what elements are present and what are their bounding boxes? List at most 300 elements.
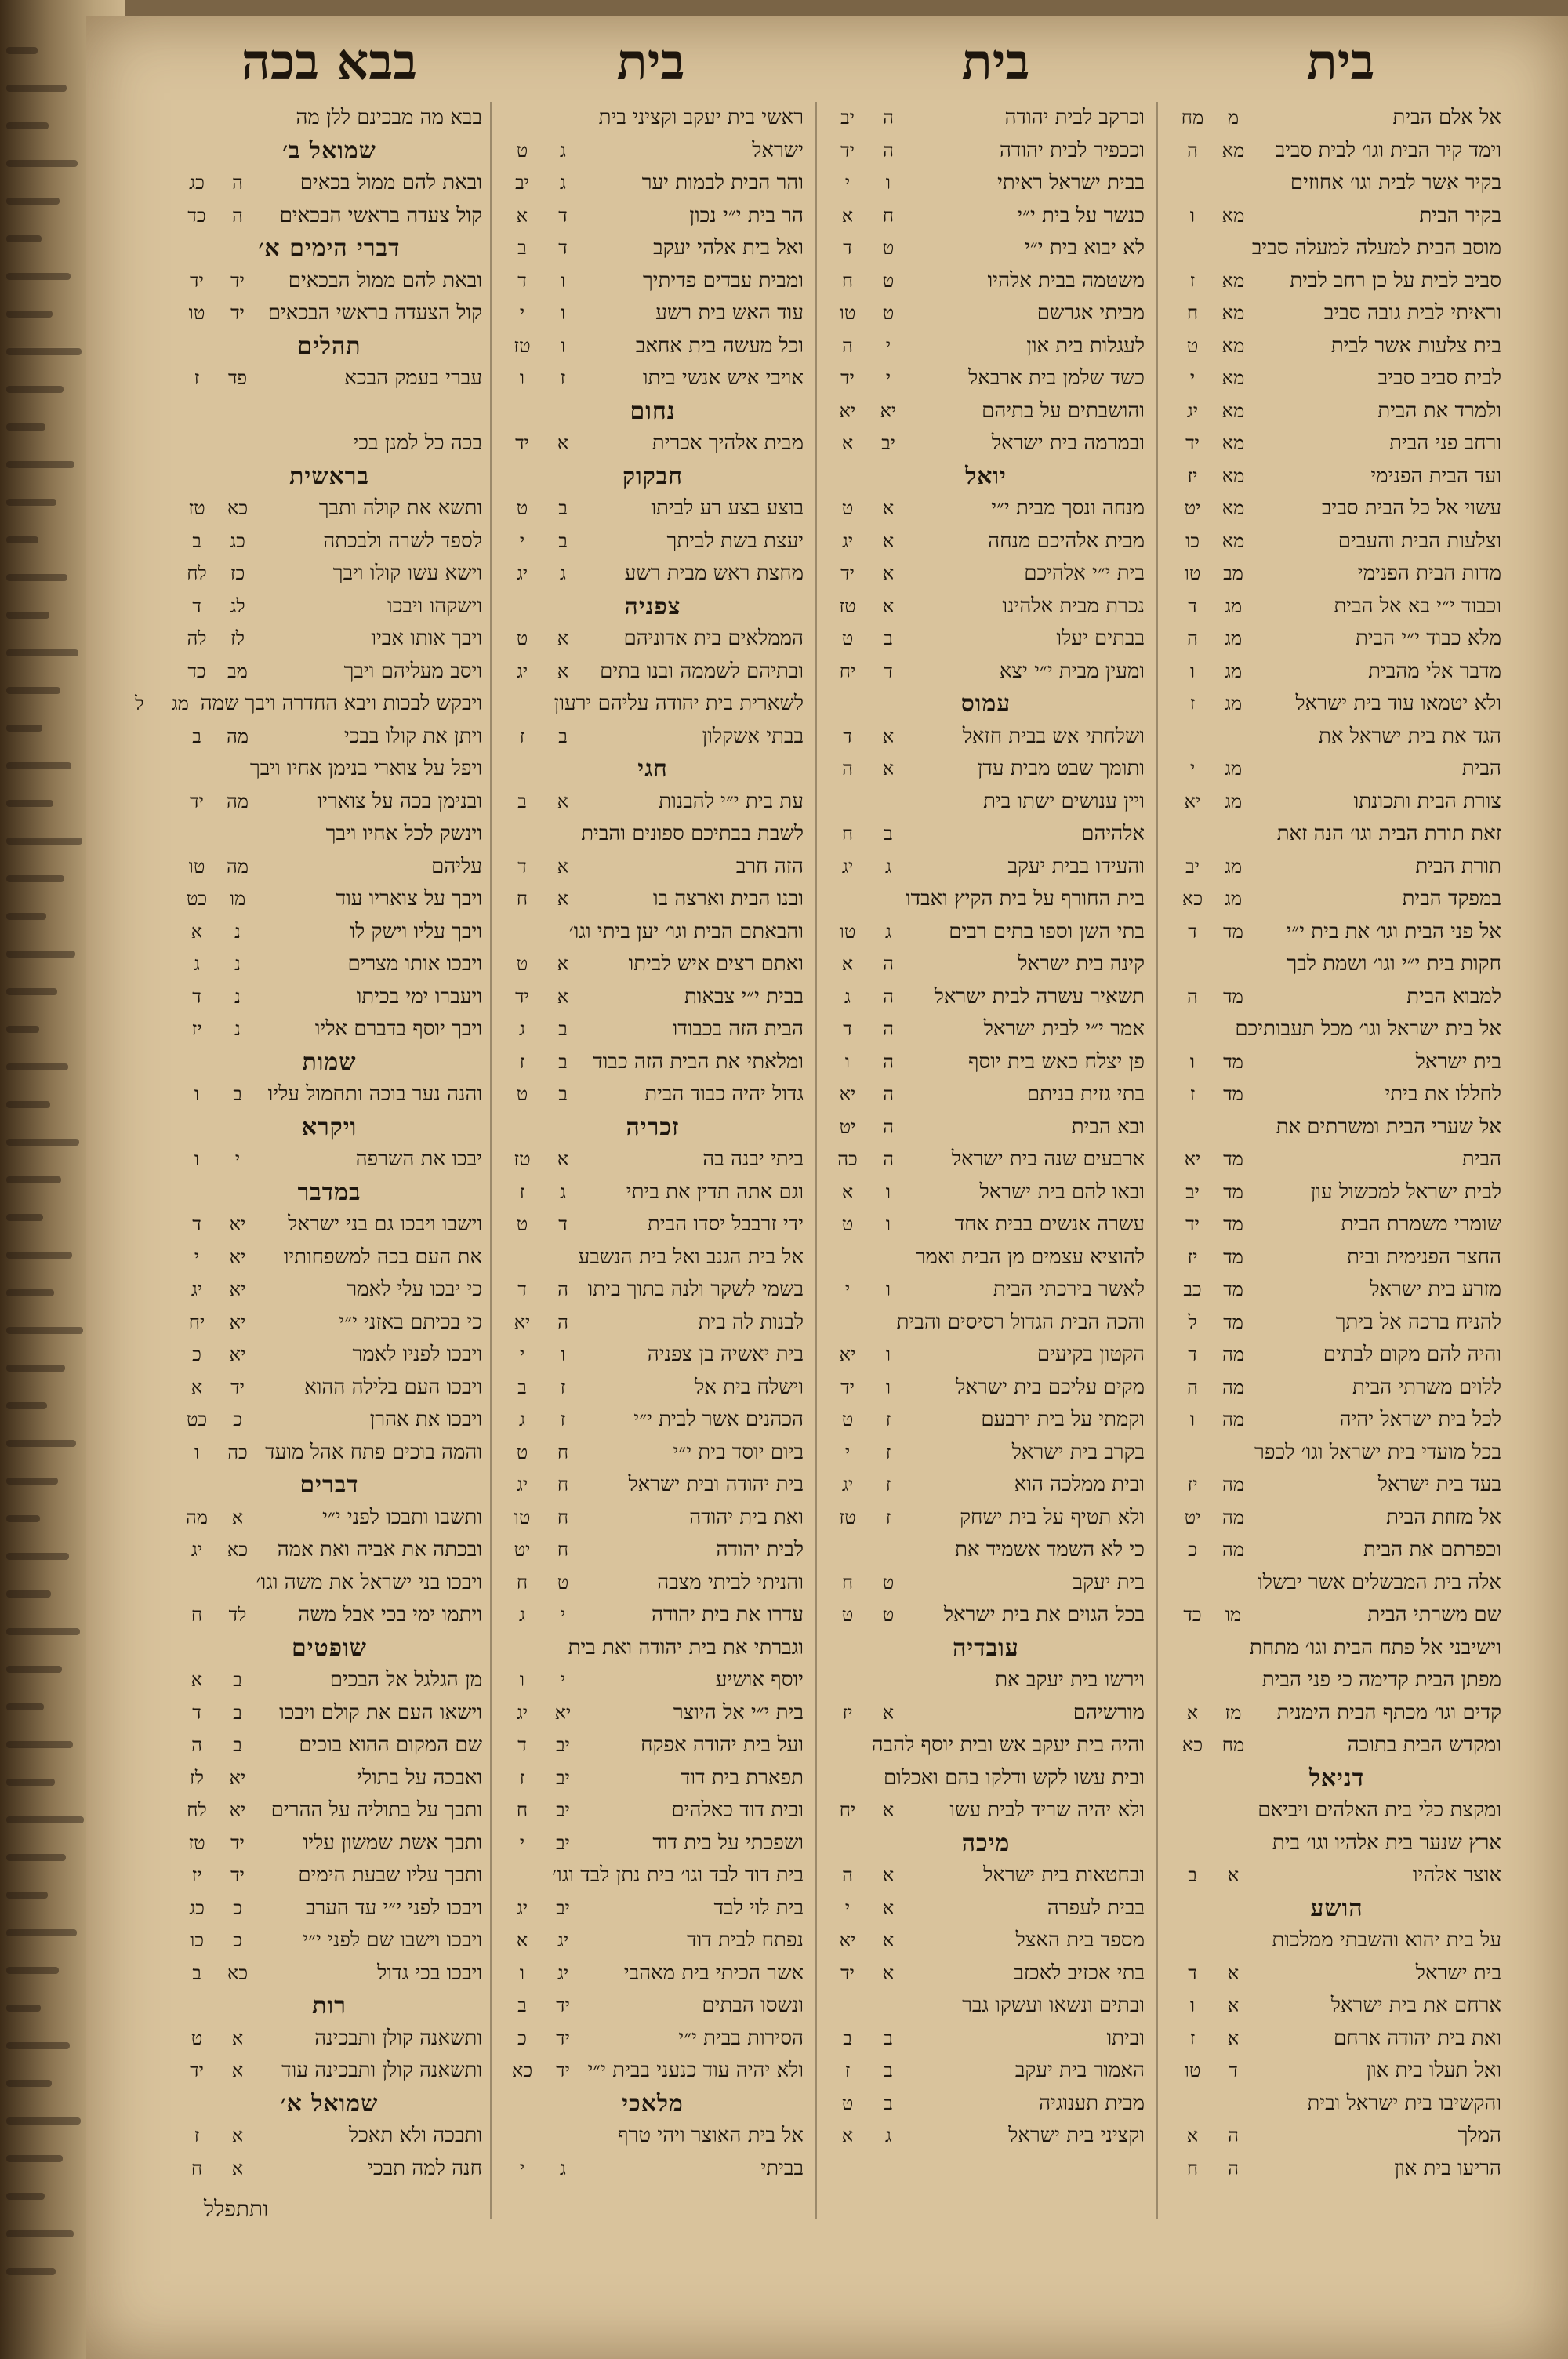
entry-chapter: א	[1227, 1864, 1240, 1886]
entry-text: ויסב מעליהם ויבך	[343, 659, 482, 683]
entry-chapter: יב	[881, 432, 895, 454]
entry-verse: טו	[839, 302, 856, 324]
entry-verse: טו	[1184, 562, 1201, 584]
entry-chapter: יד	[556, 2026, 570, 2049]
entry-text: מורשיהם	[1073, 1700, 1145, 1725]
gutter-text-fragment	[6, 1176, 61, 1183]
concordance-entry	[176, 818, 482, 851]
entry-chapter: ב	[558, 725, 568, 747]
concordance-entry	[827, 2120, 1145, 2153]
entry-verse: י	[844, 1278, 851, 1300]
entry-verse: י	[1189, 367, 1196, 389]
concordance-entry	[827, 1339, 1145, 1372]
entry-text: בבית ישראל ראיתי	[997, 171, 1145, 194]
entry-chapter: ב	[884, 2092, 893, 2114]
book-heading: מלאכי	[622, 2089, 684, 2117]
entry-verse: ט	[516, 1213, 528, 1235]
entry-verse: ט	[191, 2026, 203, 2049]
entry-text: ובתיהם לשממה ובנו בתים	[600, 659, 804, 683]
entry-text: וקציני בית ישראל	[1008, 2124, 1145, 2147]
entry-chapter: ב	[233, 1083, 242, 1105]
concordance-entry	[502, 1209, 804, 1241]
entry-verse: יד	[840, 139, 855, 162]
concordance-entry	[176, 656, 482, 689]
entry-verse: יג	[191, 1278, 203, 1300]
gutter-text-fragment	[6, 1478, 58, 1485]
entry-verse: א	[841, 2125, 854, 2146]
entry-verse: י	[519, 2157, 525, 2179]
entry-chapter: מד	[1223, 920, 1243, 943]
entry-chapter: מד	[1223, 985, 1243, 1008]
concordance-entry	[827, 1729, 1145, 1762]
entry-chapter: ד	[558, 204, 568, 227]
concordance-entry	[827, 1046, 1145, 1079]
entry-text: לשארית בית יהודה עליהם ירעון	[554, 692, 804, 715]
gutter-text-fragment	[6, 1779, 55, 1786]
entry-text: הבית	[1461, 757, 1501, 780]
entry-text: עשרה אנשים בבית אחד	[954, 1212, 1145, 1236]
concordance-entry	[502, 623, 804, 656]
entry-chapter: ט	[882, 1571, 895, 1594]
entry-verse: יב	[840, 107, 855, 129]
entry-verse: ז	[1189, 269, 1196, 292]
concordance-entry	[1172, 1990, 1501, 2023]
entry-verse: יד	[190, 269, 204, 292]
gutter-text-fragment	[6, 1440, 76, 1447]
entry-verse: ד	[517, 269, 527, 292]
gutter-text-fragment	[6, 536, 38, 543]
book-heading: חבקוק	[622, 462, 683, 490]
entry-chapter: מא	[1221, 497, 1245, 519]
concordance-entry	[502, 1534, 804, 1567]
entry-verse: כא	[511, 2059, 533, 2081]
concordance-entry	[176, 525, 482, 558]
gutter-text-fragment	[6, 1101, 50, 1108]
entry-chapter: מב	[227, 660, 248, 682]
concordance-entry	[176, 1794, 482, 1827]
gutter-text-fragment	[6, 2117, 81, 2125]
concordance-entry	[135, 688, 482, 721]
entry-text: בית יאשיה בן צפניה	[647, 1343, 804, 1366]
concordance-entry	[502, 1925, 804, 1957]
entry-text: מזרע בית ישראל	[1370, 1278, 1501, 1301]
entry-chapter: י	[234, 1148, 241, 1170]
entry-verse: יד	[840, 367, 855, 389]
entry-verse: יג	[516, 1896, 528, 1919]
entry-text: שם המקום ההוא בוכים	[299, 1733, 482, 1757]
entry-text: ויבכו בכי גדול	[377, 1961, 482, 1985]
entry-verse: ט	[516, 953, 528, 975]
entry-text: מקים עליכם בית ישראל	[956, 1375, 1145, 1399]
entry-text: בוצע בצע רע לביתו	[651, 496, 804, 520]
entry-verse: טז	[839, 594, 856, 617]
entry-text: וצלעות הבית והעבים	[1338, 529, 1501, 553]
concordance-entry	[176, 1762, 482, 1795]
concordance-entry	[502, 135, 804, 168]
concordance-entry	[827, 851, 1145, 884]
entry-text: מביתי אגרשם	[1036, 301, 1145, 325]
entry-chapter: א	[231, 2059, 244, 2081]
concordance-entry	[1172, 460, 1501, 493]
concordance-entry	[176, 2023, 482, 2055]
gutter-text-fragment	[6, 913, 46, 920]
entry-chapter: יג	[557, 1929, 569, 1951]
concordance-entry	[502, 656, 804, 689]
book-heading: שמואל ב׳	[282, 136, 376, 165]
gutter-text-fragment	[6, 461, 74, 468]
entry-text: את העם בכה למשפחותיו	[283, 1245, 482, 1269]
concordance-entry	[176, 2055, 482, 2088]
entry-text: בתי גזית בניתם	[1026, 1082, 1145, 1106]
entry-chapter: מא	[1221, 432, 1245, 454]
entry-verse: ט	[516, 1083, 528, 1105]
entry-chapter: יד	[556, 1994, 570, 2016]
entry-verse: יא	[839, 1083, 856, 1105]
entry-text: ארץ שנער בית אלהיו וגו׳ בית	[1272, 1830, 1501, 1855]
concordance-entry	[502, 1664, 804, 1697]
entry-verse: כו	[1185, 529, 1200, 552]
entry-text: וכפרתם את הבית	[1363, 1538, 1501, 1561]
entry-chapter: מג	[1224, 692, 1243, 714]
gutter-text-fragment	[6, 800, 53, 807]
entry-text: מלא כבוד י״י הבית	[1355, 627, 1501, 650]
gutter-text-fragment	[6, 85, 67, 92]
entry-text: בית לוי לבד	[713, 1896, 804, 1920]
entry-chapter: יא	[229, 1245, 246, 1268]
entry-chapter: יד	[230, 1831, 245, 1854]
entry-chapter: פד	[227, 367, 248, 389]
entry-verse: ד	[843, 1018, 852, 1040]
entry-chapter: מג	[1224, 888, 1243, 910]
entry-verse: יח	[839, 1799, 856, 1821]
entry-chapter: יב	[556, 1799, 570, 1821]
entry-text: בכה כל למנן בכי	[353, 431, 482, 455]
entry-text: מבית אלהיך אכרית	[652, 431, 804, 455]
entry-verse: יג	[191, 1539, 203, 1561]
entry-text: ותשא את קולה ותבך	[318, 496, 482, 520]
entry-chapter: א	[231, 2026, 244, 2049]
entry-text: אל אלם הבית	[1392, 106, 1501, 129]
concordance-entry	[827, 1697, 1145, 1730]
entry-chapter: ב	[558, 497, 568, 519]
concordance-entry	[1172, 2120, 1501, 2153]
entry-verse: ד	[1188, 1961, 1197, 1984]
entry-chapter: ה	[883, 1148, 894, 1170]
entry-text: בית דוד לבד וגו׳ בית נתן לבד וגו׳	[551, 1863, 804, 1887]
concordance-entry	[1172, 1404, 1501, 1437]
entry-text: בשמי לשקר ולנה בתוך ביתו	[587, 1278, 804, 1301]
entry-text: קינה בית ישראל	[1018, 952, 1145, 976]
entry-chapter: ז	[560, 1408, 566, 1430]
entry-verse: ד	[192, 985, 201, 1008]
entry-verse: ז	[194, 367, 200, 389]
entry-text: ובאו להם בית ישראל	[979, 1180, 1145, 1204]
concordance-entry	[502, 1078, 804, 1111]
entry-verse: ה	[1187, 985, 1198, 1008]
entry-text: בית יהודה ובית ישראל	[628, 1473, 804, 1496]
entry-text: והעידו בבית יעקב	[1007, 854, 1145, 878]
entry-chapter: מא	[1221, 464, 1245, 487]
concordance-entry	[176, 395, 482, 428]
concordance-entry	[502, 1274, 804, 1307]
entry-chapter: א	[557, 627, 569, 649]
entry-verse: כט	[186, 1408, 208, 1430]
entry-verse: א	[191, 1669, 203, 1691]
entry-verse: יד	[1185, 432, 1200, 454]
entry-text: בית צלעות אשר לבית	[1330, 333, 1501, 358]
entry-text: ויבך על צואריו עוד	[336, 887, 482, 911]
entry-chapter: א	[882, 1896, 895, 1919]
book-heading: מיכה	[961, 1829, 1011, 1857]
entry-verse: יא	[1184, 790, 1201, 812]
entry-chapter: נ	[234, 1018, 241, 1040]
concordance-entry	[176, 1241, 482, 1274]
entry-text: יעצת בשת לביתך	[666, 529, 804, 553]
entry-chapter: ה	[1228, 2125, 1239, 2146]
entry-verse: ד	[1188, 1343, 1197, 1365]
concordance-entry	[502, 493, 804, 525]
entry-chapter: ה	[1228, 2157, 1239, 2179]
entry-chapter: ח	[557, 1474, 569, 1496]
entry-text: למבוא הבית	[1406, 984, 1501, 1009]
concordance-entry	[1172, 427, 1501, 460]
entry-chapter: ג	[560, 2157, 566, 2179]
entry-text: וישבו ויבכו גם בני ישראל	[288, 1212, 482, 1236]
concordance-entry	[502, 883, 804, 916]
gutter-text-fragment	[6, 47, 38, 54]
entry-chapter: מב	[1223, 562, 1243, 584]
concordance-entry	[1172, 753, 1501, 786]
gutter-text-fragment	[6, 1553, 69, 1560]
entry-text: בית ישראל	[1415, 1049, 1501, 1074]
entry-text: ועל בית יהודה אפקח	[641, 1733, 804, 1757]
entry-chapter: א	[1227, 1961, 1240, 1984]
concordance-entry	[502, 1502, 804, 1535]
entry-verse: ז	[519, 725, 525, 747]
concordance-entry	[827, 1209, 1145, 1241]
entry-chapter: מה	[226, 725, 249, 747]
entry-chapter: ד	[558, 237, 568, 259]
concordance-entry	[1172, 1925, 1501, 1957]
concordance-entry	[176, 558, 482, 591]
entry-text: לעגלות בית און	[1026, 333, 1145, 358]
entry-chapter: ב	[558, 1018, 568, 1040]
concordance-column-2	[827, 102, 1145, 2219]
running-head-left: בבא בכה	[241, 33, 417, 92]
entry-chapter: ב	[884, 627, 893, 649]
entry-text: ומקדש הבית בתוכה	[1347, 1733, 1501, 1757]
entry-text: ישראל	[752, 138, 804, 162]
entry-verse: ה	[1187, 1376, 1198, 1398]
concordance-entry	[176, 1729, 482, 1762]
entry-verse: א	[1186, 2125, 1199, 2146]
entry-text: והושבתים על בתיהם	[982, 398, 1145, 423]
column-divider	[490, 102, 492, 2219]
entry-text: מדבר אלי מהבית	[1368, 659, 1501, 683]
entry-chapter: ב	[233, 1669, 242, 1691]
entry-text: והקשיבו בית ישראל ובית	[1307, 2091, 1501, 2115]
entry-verse: יג	[516, 1701, 528, 1724]
entry-verse: י	[844, 1441, 851, 1463]
entry-verse: ד	[517, 1734, 527, 1756]
entry-text: אל בית הגנב ואל בית הנשבע	[578, 1245, 804, 1269]
entry-chapter: מה	[1221, 1474, 1245, 1496]
entry-chapter: מא	[1221, 302, 1245, 324]
entry-chapter: נ	[234, 985, 241, 1008]
entry-text: בתי השן וספו בתים רבים	[949, 919, 1145, 943]
concordance-entry	[176, 981, 482, 1014]
entry-chapter: א	[1227, 2026, 1240, 2049]
concordance-entry	[502, 2023, 804, 2055]
concordance-entry	[827, 1143, 1145, 1176]
entry-chapter: מד	[1223, 1310, 1243, 1333]
entry-verse: ז	[1189, 2026, 1196, 2049]
entry-text: ובית דוד כאלהים	[671, 1798, 804, 1822]
gutter-text-fragment	[6, 2080, 52, 2087]
entry-chapter: א	[557, 855, 569, 878]
entry-verse: כג	[189, 1896, 205, 1919]
concordance-entry	[827, 297, 1145, 330]
entry-text: עדרו את בית יהודה	[652, 1603, 804, 1627]
entry-text: ויבך אותו אביו	[371, 627, 482, 650]
entry-chapter: א	[557, 1148, 569, 1170]
concordance-entry	[502, 818, 804, 851]
entry-chapter: ב	[558, 1050, 568, 1073]
catchword: ותתפלל	[204, 2196, 269, 2222]
concordance-entry	[176, 851, 482, 884]
concordance-entry	[1172, 1794, 1501, 1827]
concordance-entry	[502, 2120, 804, 2153]
entry-chapter: מא	[1221, 399, 1245, 422]
entry-text: ובתים ונשאו ועשקו גבר	[962, 1994, 1145, 2017]
concordance-entry	[1172, 362, 1501, 395]
concordance-entry	[1172, 135, 1501, 168]
entry-chapter: ג	[560, 139, 566, 162]
entry-verse: יד	[840, 562, 855, 584]
entry-chapter: א	[557, 432, 569, 454]
entry-chapter: ג	[885, 920, 891, 943]
concordance-entry	[176, 362, 482, 395]
entry-text: בבתי אשקלון	[702, 724, 804, 748]
concordance-entry	[1172, 493, 1501, 525]
entry-chapter: ו	[885, 1376, 891, 1398]
concordance-entry	[827, 1241, 1145, 1274]
concordance-entry	[502, 362, 804, 395]
entry-text: וישא עשו קולו ויבך	[332, 562, 482, 585]
gutter-text-fragment	[6, 348, 82, 355]
entry-verse: ג	[844, 985, 851, 1008]
entry-verse: כא	[1181, 888, 1203, 910]
entry-text: בקיר הבית	[1419, 203, 1501, 227]
gutter-text-fragment	[6, 1967, 59, 1974]
entry-verse: ו	[1189, 660, 1196, 682]
gutter-text-fragment	[6, 612, 49, 619]
entry-text: בית יעקב	[1073, 1570, 1145, 1594]
entry-chapter: כ	[233, 1896, 242, 1919]
entry-chapter: א	[882, 1961, 895, 1984]
entry-chapter: ו	[885, 1278, 891, 1300]
concordance-entry	[176, 623, 482, 656]
entry-chapter: מו	[229, 888, 246, 910]
entry-verse: יז	[1187, 1474, 1198, 1496]
entry-chapter: מא	[1221, 269, 1245, 292]
entry-verse: יג	[841, 1474, 854, 1496]
book-heading: הושע	[1310, 1894, 1363, 1922]
concordance-entry	[827, 1925, 1145, 1957]
entry-text: הזה חרב	[735, 854, 804, 878]
concordance-entry	[502, 167, 804, 200]
concordance-entry	[502, 1729, 804, 1762]
entry-chapter: יב	[556, 1734, 570, 1756]
entry-text: ויבקש לבכות ויבא החדרה ויבך שמה	[200, 692, 482, 715]
entry-text: ולא יהיה שריד לבית עשו	[949, 1798, 1145, 1822]
entry-chapter: כא	[227, 1961, 249, 1984]
concordance-entry	[827, 786, 1145, 819]
concordance-entry	[827, 1990, 1145, 2023]
concordance-entry	[827, 2055, 1145, 2088]
running-head-center-left: בית	[616, 33, 685, 92]
concordance-entry	[1172, 167, 1501, 200]
entry-chapter: יד	[230, 302, 245, 324]
concordance-entry	[827, 2023, 1145, 2055]
entry-text: ותבכה ולא תאכל	[349, 2124, 482, 2147]
entry-text: וכל מעשה בית אחאב	[635, 333, 804, 358]
entry-text: ותשאנה קולן ותבכינה עוד	[281, 2059, 482, 2082]
gutter-text-fragment	[6, 235, 42, 242]
concordance-entry	[502, 1762, 804, 1795]
concordance-entry	[1172, 1143, 1501, 1176]
entry-chapter: א	[557, 953, 569, 975]
concordance-entry	[176, 1209, 482, 1241]
entry-verse: ח	[516, 1799, 528, 1821]
concordance-entry	[1172, 1957, 1501, 1990]
concordance-entry	[827, 883, 1145, 916]
concordance-entry	[1172, 818, 1501, 851]
entry-chapter: ז	[560, 1376, 566, 1398]
concordance-entry	[1172, 1664, 1501, 1697]
entry-verse: כד	[1183, 1604, 1202, 1626]
book-heading: בראשית	[289, 462, 369, 490]
entry-chapter: יא	[229, 1766, 246, 1789]
concordance-entry	[1172, 1209, 1501, 1241]
entry-verse: י	[844, 1896, 851, 1919]
entry-text: אלה בית המבשלים אשר יבשלו	[1258, 1570, 1501, 1594]
gutter-text-fragment	[6, 1365, 65, 1372]
entry-chapter: מז	[1225, 1701, 1242, 1724]
concordance-entry	[827, 1078, 1145, 1111]
book-heading: תהלים	[297, 332, 361, 360]
entry-chapter: ו	[885, 1213, 891, 1235]
entry-verse: ח	[1186, 2157, 1199, 2179]
concordance-entry	[176, 1372, 482, 1405]
concordance-entry	[1172, 2023, 1501, 2055]
concordance-entry	[1172, 1534, 1501, 1567]
entry-text: וככפיר לבית יהודה	[999, 138, 1145, 162]
entry-text: בכל מועדי בית ישראל וגו׳ לכפר	[1254, 1440, 1501, 1464]
entry-chapter: לז	[230, 627, 245, 649]
concordance-entry	[827, 1013, 1145, 1046]
concordance-entry	[827, 818, 1145, 851]
concordance-entry	[827, 1957, 1145, 1990]
entry-text: וישלח בית אל	[695, 1375, 804, 1399]
entry-text: ובית ממלכה הוא	[1014, 1473, 1145, 1496]
concordance-entry	[502, 1697, 804, 1730]
entry-text: ותבך על בתוליה על ההרים	[270, 1798, 482, 1822]
concordance-entry	[176, 265, 482, 298]
concordance-entry	[827, 753, 1145, 786]
concordance-entry	[827, 1274, 1145, 1307]
entry-verse: מה	[185, 1506, 209, 1528]
